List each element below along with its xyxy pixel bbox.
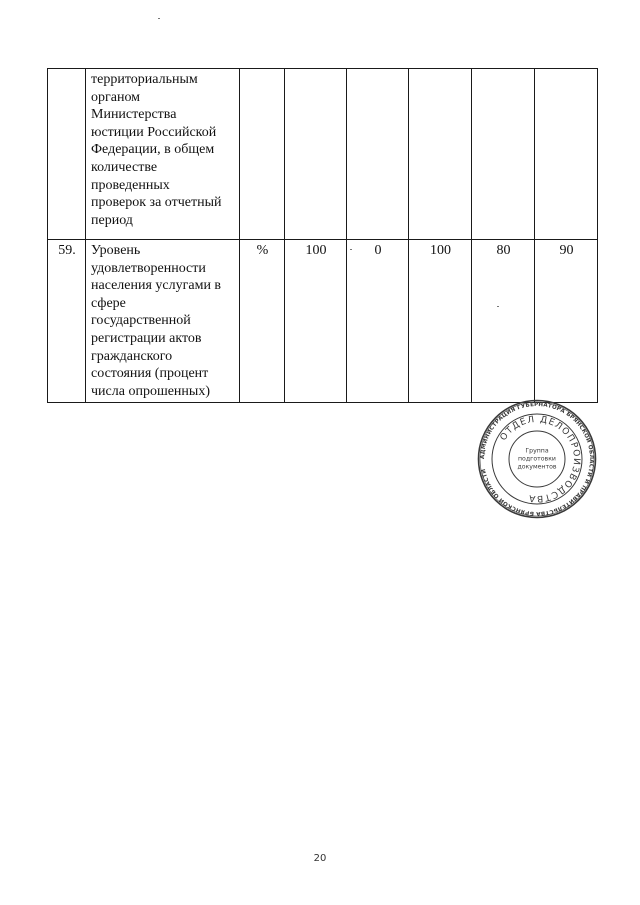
value-cell	[409, 69, 472, 240]
table-row	[48, 240, 598, 403]
name-line: проведенных	[91, 177, 170, 193]
table-row	[48, 69, 598, 240]
scan-speck	[350, 249, 352, 250]
official-stamp	[477, 399, 597, 519]
indicator-name	[86, 69, 240, 240]
name-line: территориальным	[91, 72, 198, 87]
stamp-center-line: документов	[517, 463, 557, 471]
indicator-name	[86, 240, 240, 403]
row-number	[48, 69, 86, 240]
name-line: Уровень	[91, 243, 141, 258]
value-cell	[472, 69, 535, 240]
name-line: юстиции Российской	[91, 124, 217, 140]
unit-cell: %	[240, 240, 285, 403]
name-line: Федерации, в общем	[91, 142, 215, 158]
name-line: состояния (процент	[91, 366, 209, 382]
page-number: 20	[313, 853, 327, 864]
stamp-inner-text: ОТДЕЛ ДЕЛОПРОИЗВОДСТВА	[498, 414, 582, 504]
value-cell	[347, 69, 409, 240]
value-cell: 100	[285, 240, 347, 403]
value-cell: 80	[472, 240, 535, 403]
row-number: 59.	[48, 240, 86, 403]
value-cell	[285, 69, 347, 240]
stamp-outer-text: АДМИНИСТРАЦИЯ ГУБЕРНАТОРА БРЯНСКОЙ ОБЛАСТИ И ПРАВИТЕЛЬСТВА БРЯНСКОЙ ОБЛАСТИ	[479, 401, 595, 517]
name-line: сфере	[91, 295, 126, 311]
name-line: период	[91, 212, 133, 228]
indicators-table	[47, 68, 598, 403]
name-line: органом	[91, 89, 141, 105]
value-cell	[535, 69, 598, 240]
name-line: удовлетворенности	[91, 260, 206, 276]
name-line: количестве	[91, 159, 158, 175]
unit-cell	[240, 69, 285, 240]
scan-speck	[158, 18, 160, 19]
value-cell: 100	[409, 240, 472, 403]
value-cell: 0	[347, 240, 409, 403]
name-line: регистрации актов	[91, 330, 202, 346]
name-line: государственной	[91, 313, 191, 329]
name-line: населения услугами в	[91, 278, 222, 294]
name-line: гражданского	[91, 348, 173, 364]
name-line: числа опрошенных)	[91, 383, 210, 399]
value-cell: 90	[535, 240, 598, 403]
stamp-center-line: подготовки	[518, 455, 556, 463]
stamp-center-line: Группа	[525, 447, 549, 455]
name-line: Министерства	[91, 107, 177, 123]
name-line: проверок за отчетный	[91, 195, 222, 211]
scan-speck	[497, 306, 499, 307]
